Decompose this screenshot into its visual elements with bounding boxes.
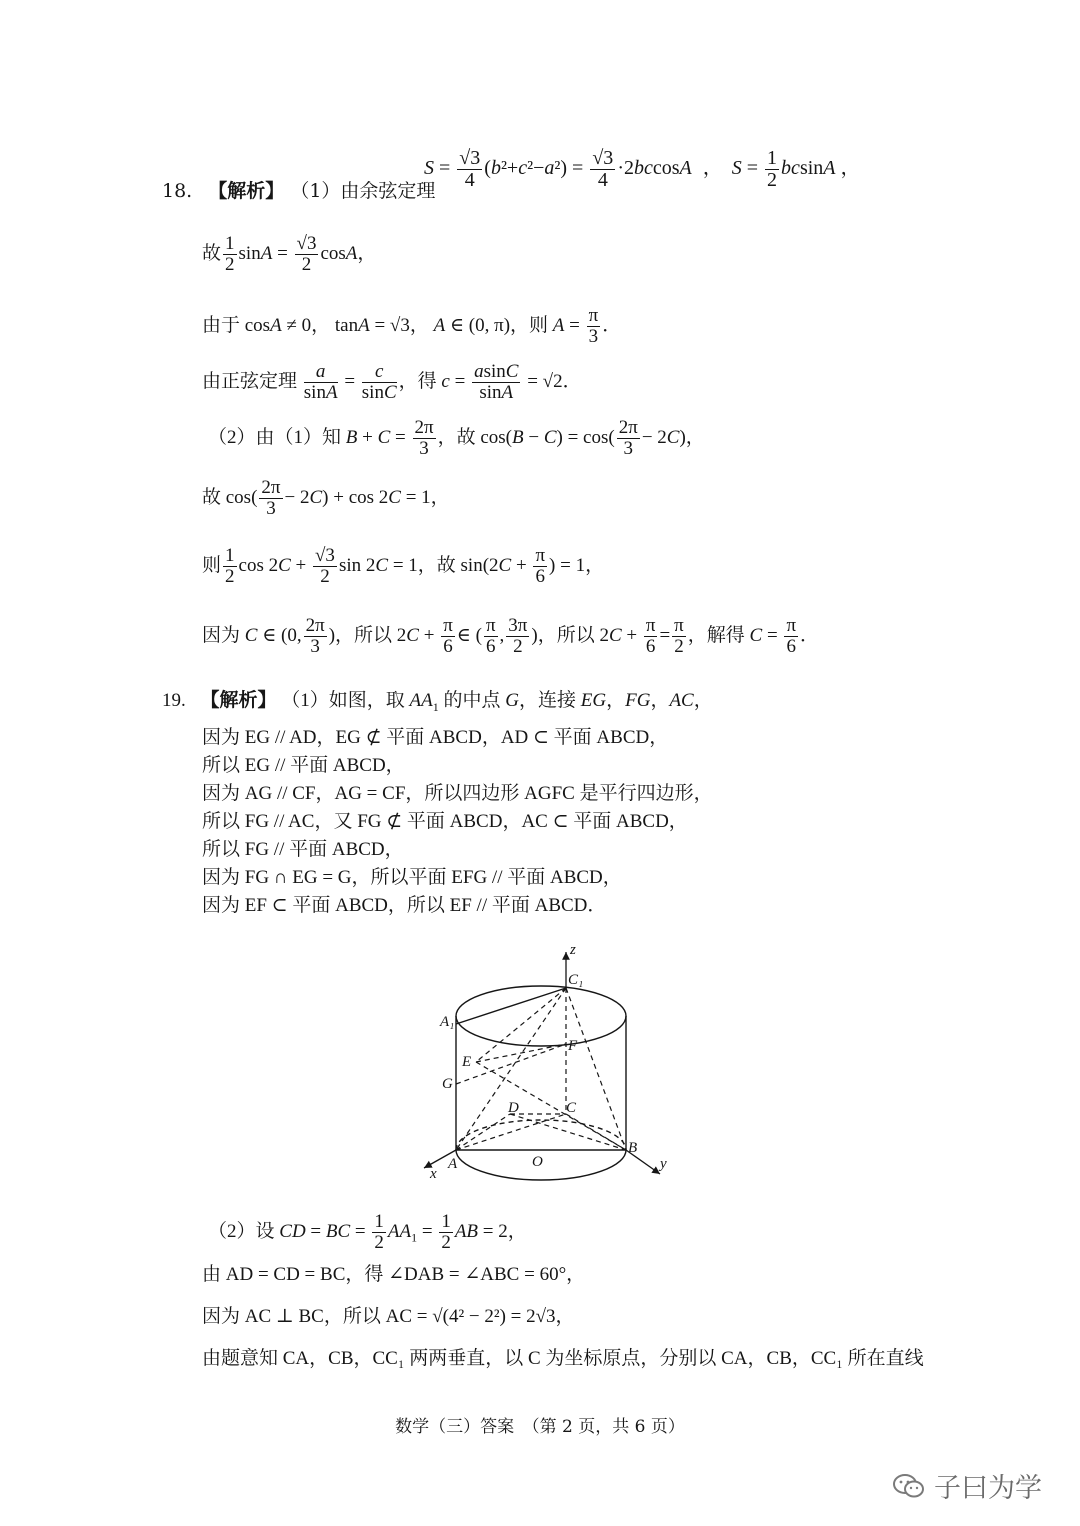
label-b: B [628, 1140, 638, 1156]
label-g: G [442, 1076, 453, 1092]
label-c: C [566, 1100, 577, 1116]
label-x: x [430, 1166, 437, 1182]
q19-line-12: 由题意知 CA，CB，CC₁ 两两垂直，以 C 为坐标原点，分别以 CA，CB，CC₁ 所在直线 [202, 1348, 924, 1369]
watermark [892, 1466, 1042, 1505]
q19-line-4: 因为 AG // CF，AG = CF，所以四边形 AGFC 是平行四边形， [202, 783, 713, 804]
label-e: E [462, 1054, 472, 1070]
q19-line-11: 因为 AC ⊥ BC，所以 AC = √(4² − 2²) = 2√3， [202, 1306, 575, 1327]
q19-line-1: 19. 【解析】 （1）如图，取 $AA_1$ 的中点 G，连接 EG，FG，AC， [162, 690, 713, 714]
q18-line-5: （2）由（1）知 B + C = $\frac{2\pi}{3}$ ，故 cos(B − C) = cos( $\frac{2\pi}{3}$ − 2C)， [208, 417, 705, 459]
q18-line-3: 由于 cosA ≠ 0， tanA = √3， A ∈ (0, π)，则 A = $\frac{\pi}{3}$ ． [202, 305, 622, 347]
q18-label [162, 180, 435, 203]
q19-line-3: 所以 EG // 平面 ABCD， [202, 755, 405, 776]
wechat-icon [892, 1472, 926, 1500]
label-c1: C₁ [568, 972, 584, 988]
q18-line-2: 故 $\frac{1}{2}$ sinA = $\frac{√3}{2}$ cosA， [202, 233, 377, 275]
q18-number: 18. [162, 180, 193, 202]
q18-line-1: S = $\frac{√3}{4}$ (b²+c²−a²) = $\frac{√3}{4}$ ·2bccosA ， S = $\frac{1}{2}$ bcsinA ， [424, 147, 861, 191]
q19-number: 19. [162, 690, 186, 711]
q19-line-7: 因为 FG ∩ EG = G，所以平面 EFG // 平面 ABCD， [202, 867, 622, 888]
label-d: D [508, 1100, 519, 1116]
q18-part1-intro: （1）由余弦定理 [290, 180, 436, 202]
label-f: F [568, 1038, 578, 1054]
label-o: O [532, 1154, 543, 1170]
q18-line-6: 故 cos( $\frac{2\pi}{3}$ − 2C) + cos 2C = 1， [202, 477, 450, 519]
q18-line-8: 因为 C ∈ (0, $\frac{2\pi}{3}$ )，所以 2C + $\frac{\pi}{6}$ ∈ ( $\frac{\pi}{6}$ , $\frac{3\pi}{2}$ )，所以 2C + $\frac{\pi}{6}$ = $\frac{\pi}{2}$ ，解得 C = $\frac{\pi}{6}$ ． [202, 615, 820, 657]
q19-line-2: 因为 EG // AD，EG ⊄ 平面 ABCD，AD ⊂ 平面 ABCD， [202, 727, 669, 748]
q19-line-10: 由 AD = CD = BC，得 ∠DAB = ∠ABC = 60°， [202, 1264, 586, 1285]
q18-tag: 【解析】 [208, 180, 285, 202]
label-a: A [448, 1156, 458, 1172]
q18-line-7: 则 $\frac{1}{2}$ cos 2C + $\frac{√3}{2}$ sin 2C = 1，故 sin(2C + $\frac{\pi}{6}$ ) = 1， [202, 545, 605, 587]
q19-line-6: 所以 FG // 平面 ABCD， [202, 839, 404, 860]
label-a1: A₁ [440, 1014, 455, 1030]
q19-tag: 【解析】 [200, 690, 277, 711]
q19-line-5: 所以 FG // AC，又 FG ⊄ 平面 ABCD，AC ⊂ 平面 ABCD， [202, 811, 688, 832]
cylinder-figure [410, 938, 690, 1188]
q19-line-9: （2）设 CD = BC = $\frac{1}{2}$ $AA_1$ = $\frac{1}{2}$ AB = 2， [208, 1211, 527, 1253]
q18-line-4: 由正弦定理 $\frac{a}{\sin A}$ = $\frac{c}{\sin C}$ ，得 c = $\frac{asinC}{\sin A}$ = √2． [202, 361, 582, 403]
watermark-text: 子曰为学 [934, 1473, 1042, 1504]
page-footer: 数学（三）答案 （第 2 页，共 6 页） [395, 1417, 685, 1437]
q19-line-8: 因为 EF ⊂ 平面 ABCD，所以 EF // 平面 ABCD． [202, 895, 607, 916]
label-y: y [660, 1156, 667, 1172]
label-z: z [570, 942, 576, 958]
